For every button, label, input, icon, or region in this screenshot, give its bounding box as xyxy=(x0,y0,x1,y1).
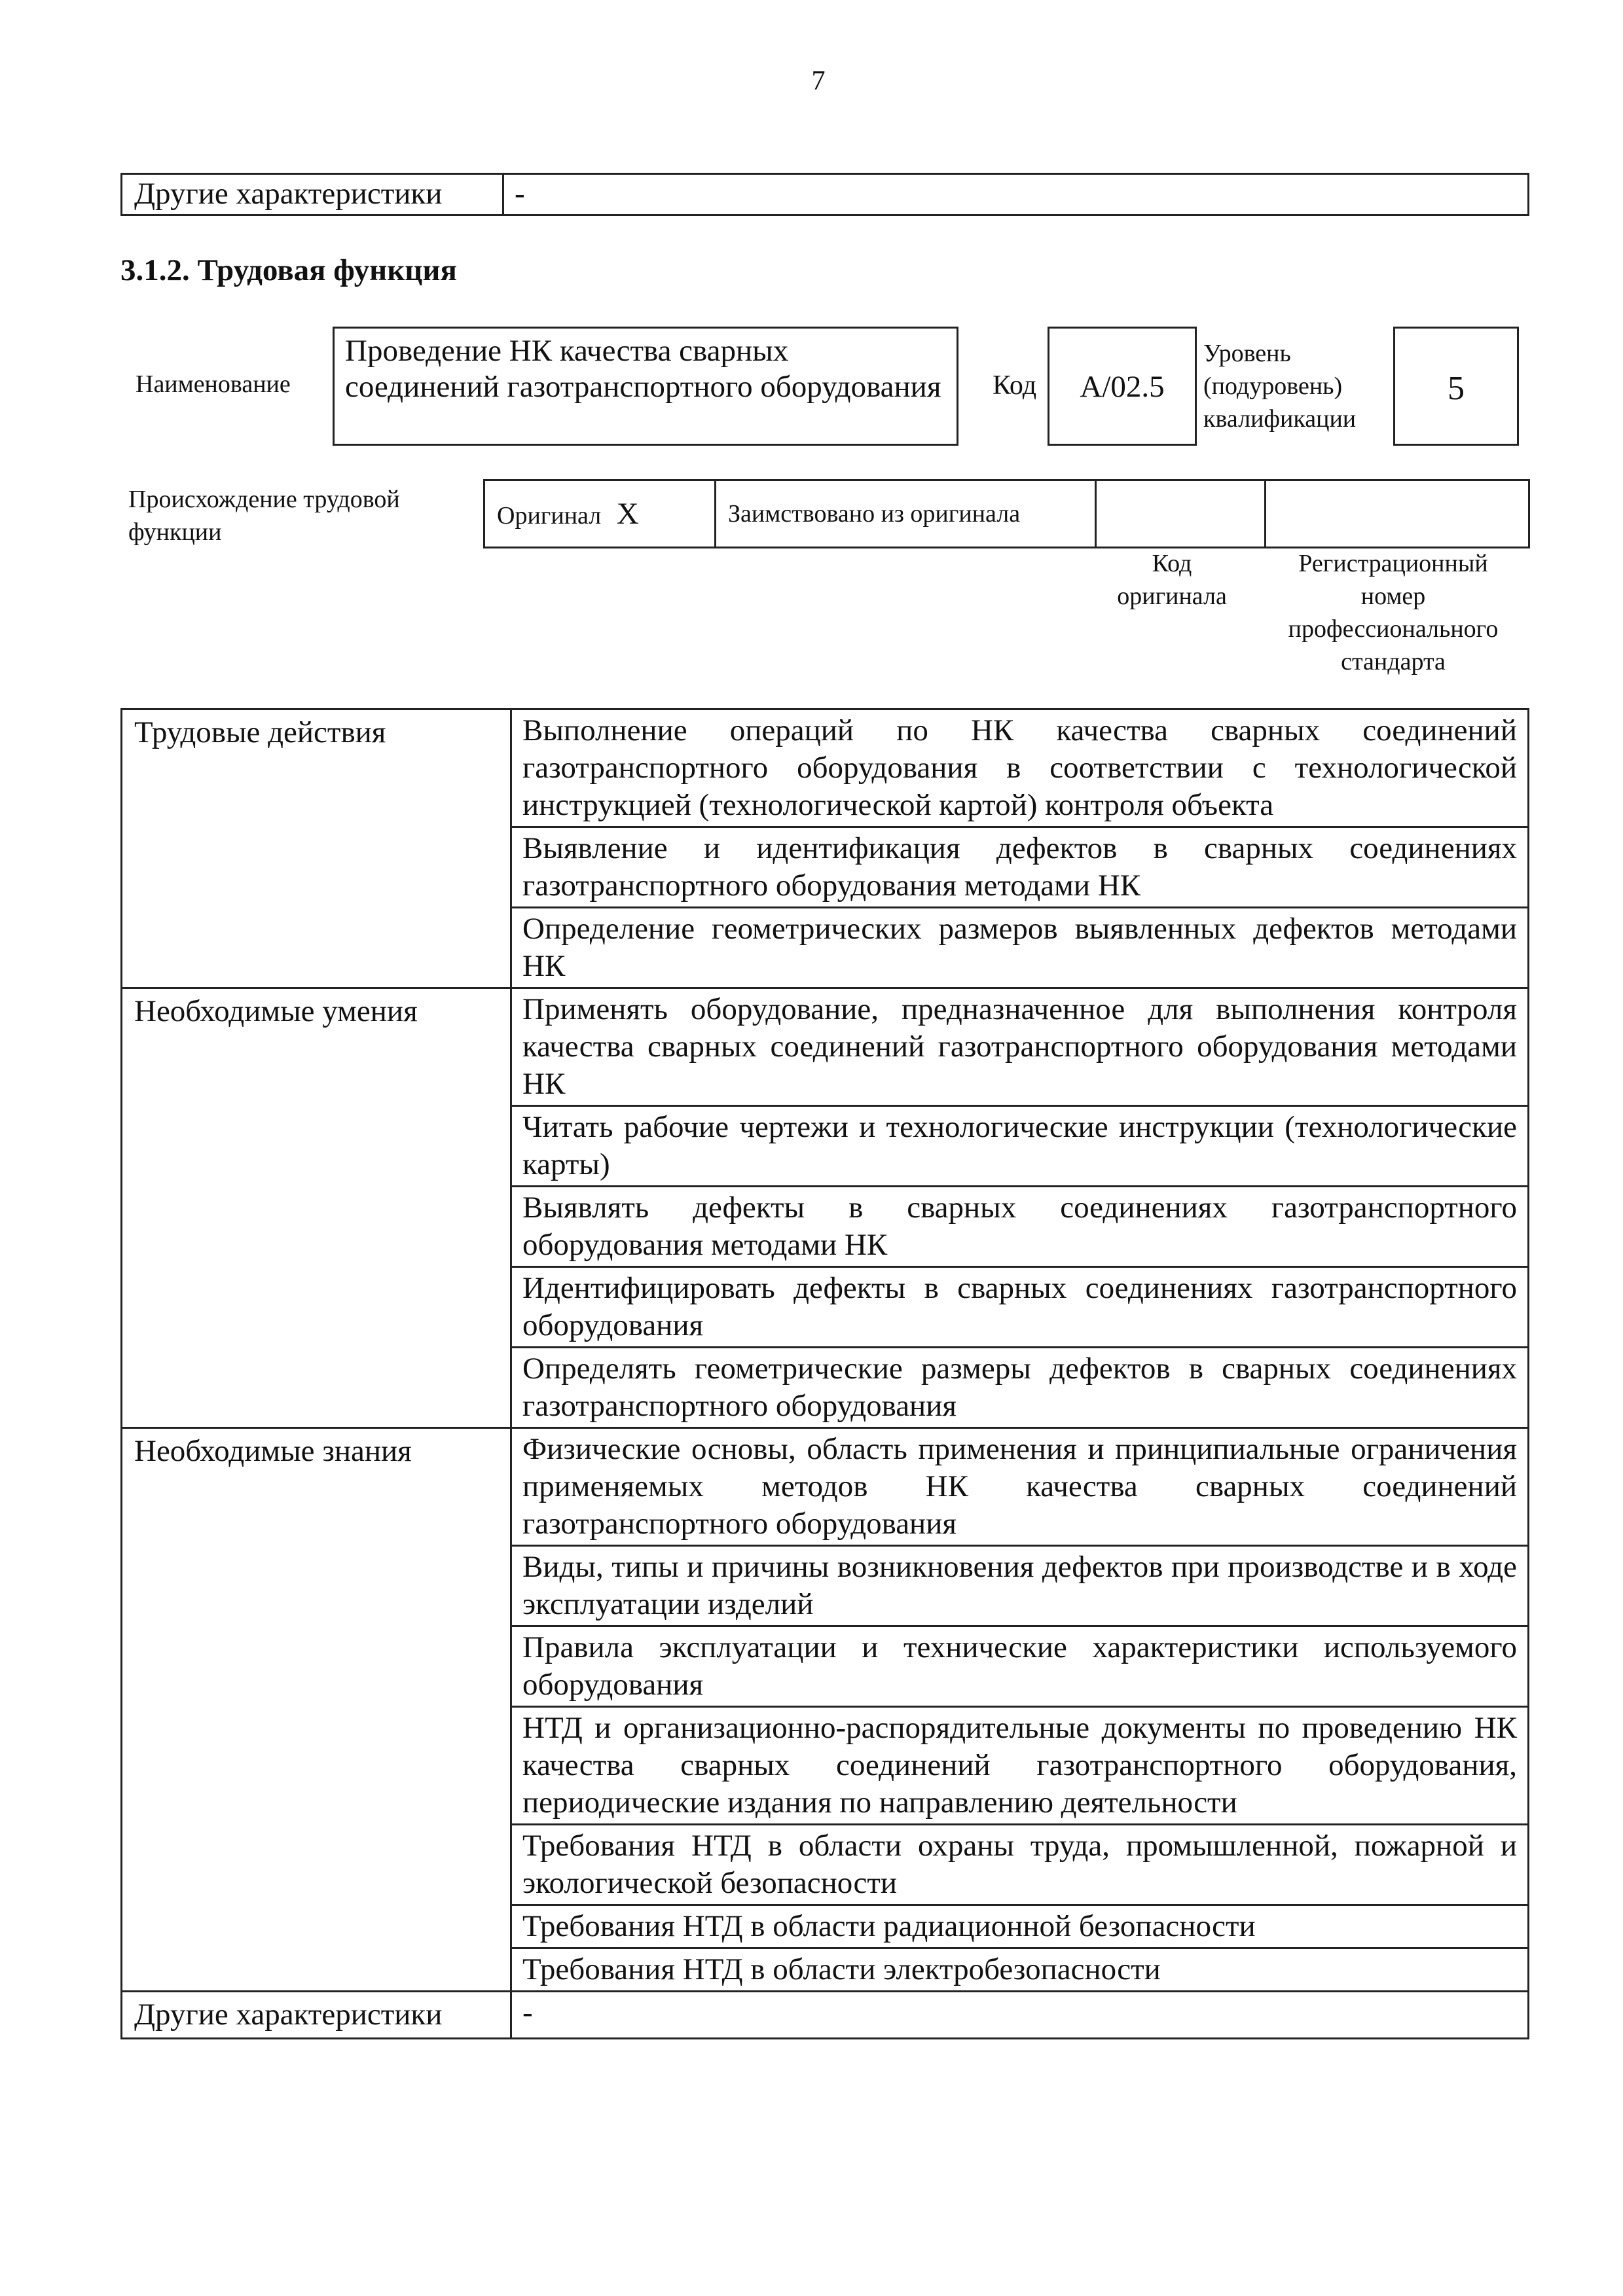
origin-label: Происхождение трудовой функции xyxy=(128,486,400,546)
table-row xyxy=(484,480,1529,548)
name-value-box: Проведение НК качества сварных соединений газотранспортного оборудования xyxy=(333,327,958,446)
group-item: Читать рабочие чертежи и технологические инструкции (технологические карты) xyxy=(511,1106,1529,1187)
labor-function-table xyxy=(120,708,1529,2039)
labor-function-table-body xyxy=(122,709,1529,2039)
group-item: Физические основы, область применения и принципиальные ограничения применяемых методов НК качества сварных соединений газотранспортного оборудования xyxy=(511,1428,1529,1546)
group-title: Необходимые знания xyxy=(122,1428,511,1992)
code-label: Код xyxy=(993,370,1037,401)
original-code-cell xyxy=(1096,480,1266,548)
group-item: Идентифицировать дефекты в сварных соединениях газотранспортного оборудования xyxy=(511,1267,1529,1348)
page-number: 7 xyxy=(811,66,826,96)
group-item: Виды, типы и причины возникновения дефектов при производстве и в ходе эксплуатации изделий xyxy=(511,1546,1529,1626)
other-characteristics-label: Другие характеристики xyxy=(122,1992,511,2039)
section-heading: 3.1.2. Трудовая функция xyxy=(120,253,457,287)
origin-original-cell xyxy=(484,480,716,548)
qualification-level-label: Уровень (подуровень) квалификации xyxy=(1203,340,1357,433)
group-item: Определение геометрических размеров выявленных дефектов методами НК xyxy=(511,908,1529,988)
original-code-caption: Код оригинала xyxy=(1117,550,1227,610)
original-label: Оригинал xyxy=(497,502,602,529)
code-value-box: А/02.5 xyxy=(1048,327,1197,446)
table-row xyxy=(122,1992,1529,2039)
group-item: Применять оборудование, предназначенное для выполнения контроля качества сварных соединений газотранспортного оборудования методами НК xyxy=(511,988,1529,1106)
registration-number-cell xyxy=(1266,480,1529,548)
group-item: Требования НТД в области охраны труда, промышленной, пожарной и экологической безопасности xyxy=(511,1825,1529,1905)
table-row xyxy=(122,709,1529,827)
group-item: Выявлять дефекты в сварных соединениях газотранспортного оборудования методами НК xyxy=(511,1187,1529,1267)
qualification-level-box: 5 xyxy=(1393,327,1519,446)
borrowed-label: Заимствовано из оригинала xyxy=(716,480,1096,548)
other-characteristics-label: Другие характеристики xyxy=(122,174,503,215)
group-item: Требования НТД в области радиационной безопасности xyxy=(511,1905,1529,1948)
group-item: Выполнение операций по НК качества сварных соединений газотранспортного оборудования в соответствии с технологической инструкцией (технологической картой) контроля объекта xyxy=(511,709,1529,827)
group-item: Определять геометрические размеры дефектов в сварных соединениях газотранспортного оборудования xyxy=(511,1348,1529,1428)
other-characteristics-top-table xyxy=(120,173,1529,216)
origin-table xyxy=(483,479,1530,548)
original-mark: Х xyxy=(616,497,639,531)
group-item: Правила эксплуатации и технические характеристики используемого оборудования xyxy=(511,1626,1529,1707)
table-row xyxy=(122,988,1529,1106)
group-title: Трудовые действия xyxy=(122,709,511,988)
group-item: Выявление и идентификация дефектов в сварных соединениях газотранспортного оборудования методами НК xyxy=(511,827,1529,908)
group-title: Необходимые умения xyxy=(122,988,511,1428)
other-characteristics-value: - xyxy=(511,1992,1529,2039)
registration-number-caption: Регистрационный номер профессионального стандарта xyxy=(1288,550,1499,675)
other-characteristics-value: - xyxy=(503,174,1529,215)
table-row xyxy=(122,174,1529,215)
table-row xyxy=(122,1428,1529,1546)
name-label: Наименование xyxy=(136,370,291,398)
group-item: Требования НТД в области электробезопасности xyxy=(511,1948,1529,1992)
group-item: НТД и организационно-распорядительные документы по проведению НК качества сварных соединений газотранспортного оборудования, периодические издания по направлению деятельности xyxy=(511,1707,1529,1825)
